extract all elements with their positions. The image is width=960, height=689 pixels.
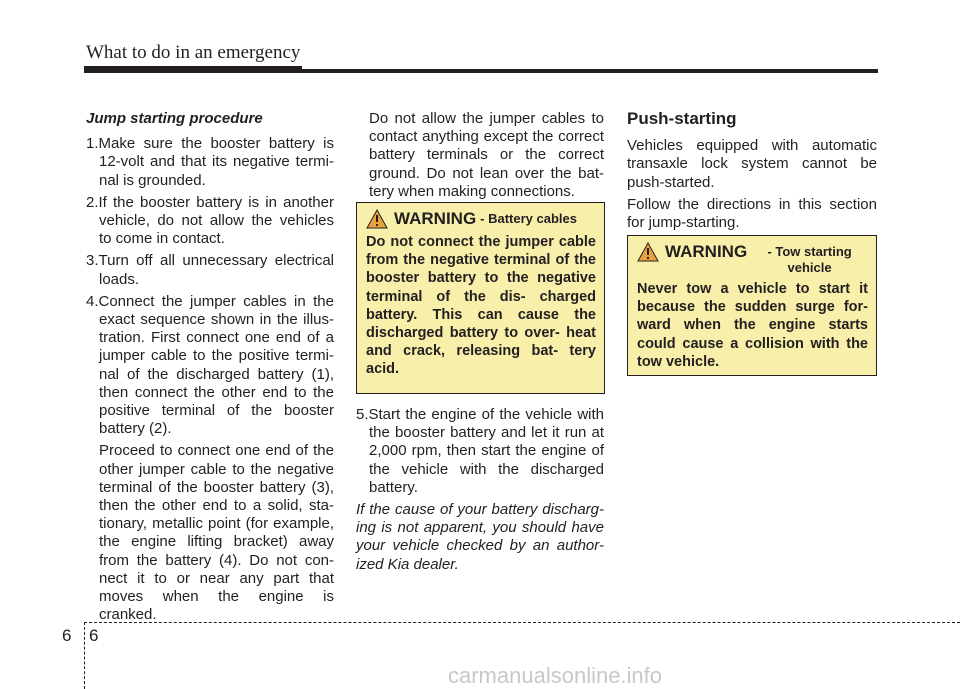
jump-step-3: 3.Turn off all unnecessary electrical loads. bbox=[86, 252, 334, 288]
warning-label: WARNING bbox=[665, 242, 748, 261]
warning-subtitle: - Battery cables bbox=[480, 211, 577, 226]
push-heading: Push-starting bbox=[627, 109, 737, 128]
jump-step-4-continued: Proceed to connect one end of the other jumper cable to the negative terminal of the booster battery (3), then the other end to a solid, sta- tionary, metallic point (for example, the engine lifting bracket) away from the battery (4). Do not con- nect it to or near any part that moves when the engine is cranked. bbox=[99, 442, 334, 624]
jump-step-5: 5.Start the engine of the vehicle with the booster battery and let it run at 2,000 rpm, then start the engine of the vehicle with the discharged battery. bbox=[356, 406, 604, 496]
warning-label: WARNING bbox=[394, 209, 477, 228]
column-middle bbox=[356, 110, 604, 205]
warning-box-battery bbox=[356, 202, 605, 394]
push-para-2: Follow the directions in this section for jump-starting. bbox=[627, 195, 877, 232]
jump-step-2: 2.If the booster battery is in another vehicle, do not allow the vehicles to come in contact. bbox=[86, 193, 334, 248]
warning-subtitle: - Tow starting vehicle bbox=[767, 244, 852, 275]
warning-box-tow bbox=[627, 235, 877, 376]
warning-text: Do not connect the jumper cable from the negative terminal of the booster battery to the negative terminal of the dis- charged battery. This can cause the discharged battery to over- heat and crack, releasing bat- tery acid. bbox=[366, 234, 596, 378]
jump-step-4: 4.Connect the jumper cables in the exact sequence shown in the illus- tration. First connect one end of a jumper cable to the positive termi- nal of the discharged battery (1), then connect the other end to the positive terminal of the booster battery (2). bbox=[86, 292, 334, 438]
header-rule bbox=[84, 69, 878, 73]
dealer-note: If the cause of your battery discharg- ing is not apparent, you should have your vehicle checked by an author- ized Kia dealer. bbox=[356, 501, 604, 573]
footer-divider bbox=[84, 622, 85, 689]
footer-rule bbox=[84, 622, 960, 623]
watermark: carmanualsonline.info bbox=[448, 663, 663, 688]
chapter-number: 6 bbox=[62, 626, 72, 645]
jump-step-4-continued-2: Do not allow the jumper cables to contact anything except the correct battery terminals or the correct ground. Do not lean over the bat- tery when making connections. bbox=[369, 110, 604, 200]
warning-header bbox=[637, 242, 868, 276]
column-middle-lower bbox=[356, 406, 604, 574]
column-right bbox=[627, 110, 877, 232]
warning-header bbox=[366, 209, 596, 229]
jump-step-1: 1.Make sure the booster battery is 12-volt and that its negative termi- nal is grounded. bbox=[86, 135, 334, 189]
warning-triangle-icon bbox=[366, 209, 388, 229]
push-para-1: Vehicles equipped with automatic transaxle lock system cannot be push-started. bbox=[627, 137, 877, 191]
column-left bbox=[86, 110, 334, 628]
jump-heading: Jump starting procedure bbox=[86, 110, 263, 127]
page-title: What to do in an emergency bbox=[86, 42, 301, 63]
warning-triangle-icon bbox=[637, 242, 659, 262]
page-number: 6 bbox=[89, 626, 99, 645]
warning-text: Never tow a vehicle to start it because the sudden surge for- ward when the engine starts could cause a collision with the tow vehicle. bbox=[637, 281, 868, 370]
